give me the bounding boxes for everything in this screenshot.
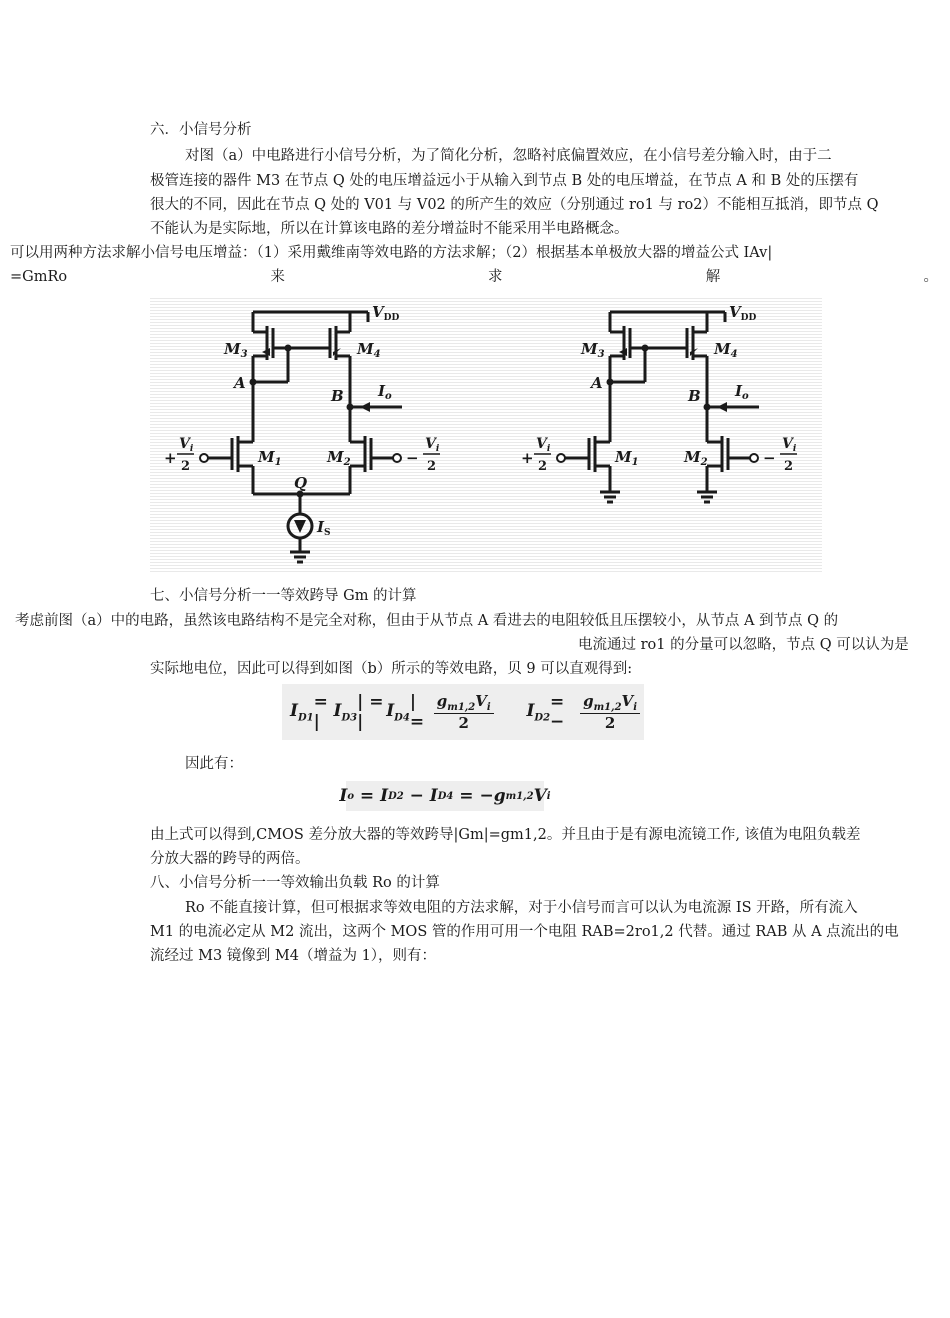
m3-label: $M_3$ [224, 340, 248, 360]
m1-label: $M_1$ [258, 448, 282, 468]
m3-label: $M_3$ [581, 340, 605, 360]
text-fragment: =GmRo [10, 269, 68, 285]
eq-operator: = | [313, 692, 328, 732]
vi-label: $V_i$ [425, 436, 440, 454]
eq-fraction: $\frac{g_{m1,2}V_i}{2}$ [434, 692, 494, 732]
node-q-label: Q [294, 474, 308, 492]
paragraph-line: 对图（a）中电路进行小信号分析，为了简化分析，忽略衬底偏置效应，在小信号差分输入时，由于二 [185, 148, 832, 164]
paragraph-line: 分放大器的跨导的两倍。 [150, 851, 310, 867]
node-b-label: B [688, 387, 701, 405]
circuit-figure [150, 296, 822, 572]
node-a-label: A [591, 374, 603, 392]
text-fragment: 。 [923, 269, 938, 285]
minus-sign: − [406, 449, 419, 467]
paragraph-line: M1 的电流必定从 M2 流出，这两个 MOS 管的作用可用一个电阻 RAB=2ro1,2 代替。通过 RAB 从 A 点流出的电 [150, 924, 899, 940]
vi-label: $V_i$ [536, 436, 551, 454]
vi-label: $V_i$ [179, 436, 194, 454]
section7-heading: 七、小信号分析一一等效跨导 Gm 的计算 [150, 588, 417, 604]
section8-heading: 八、小信号分析一一等效输出负载 Ro 的计算 [150, 875, 440, 891]
paragraph-line: 由上式可以得到,CMOS 差分放大器的等效跨导|Gm|=gm1,2。并且由于是有源电流镜工作, 该值为电阻负载差 [150, 827, 861, 843]
paragraph-line: Ro 不能直接计算，但可根据求等效电阻的方法求解，对于小信号而言可以认为电流源 IS 开路，所有流入 [185, 900, 858, 916]
circuit-diagram [150, 296, 822, 572]
paragraph-line: 实际地电位，因此可以得到如图（b）所示的等效电路，贝 9 可以直观得到: [150, 661, 633, 677]
node-a-label: A [234, 374, 246, 392]
eq-term: $I_{D2}$ [526, 700, 551, 724]
m1-label: $M_1$ [615, 448, 639, 468]
paragraph-line: 很大的不同，因此在节点 Q 处的 V01 与 V02 的所产生的效应（分别通过 ro1 与 ro2）不能相互抵消，即节点 Q [150, 197, 879, 213]
text-fragment: 解 [705, 269, 721, 285]
io-label: $I_o$ [378, 382, 392, 402]
text-fragment: 求 [488, 269, 503, 285]
node-b-label: B [331, 387, 344, 405]
half-denominator: 2 [538, 459, 548, 474]
m2-label: $M_2$ [327, 448, 351, 468]
m4-label: $M_4$ [714, 340, 738, 360]
eq-term: $I_{D1}$ [290, 700, 314, 724]
plus-sign: + [521, 449, 534, 467]
half-denominator: 2 [427, 459, 437, 474]
half-denominator: 2 [181, 459, 191, 474]
io-label: $I_o$ [735, 382, 749, 402]
eq-operator: | = | [357, 692, 384, 732]
paragraph-line: 不能认为是实际地，所以在计算该电路的差分增益时不能采用半电路概念。 [150, 221, 629, 237]
paragraph-line: 极管连接的器件 M3 在节点 Q 处的电压增益远小于从输入到节点 B 处的电压增益，在节点 A 和 B 处的压摆有 [150, 173, 859, 189]
eq-operator: | = [409, 692, 425, 732]
paragraph-line: 可以用两种方法求解小信号电压增益：（1）采用戴维南等效电路的方法求解；（2）根据基本单极放大器的增益公式 IAv| [10, 245, 773, 261]
m2-label: $M_2$ [684, 448, 708, 468]
eq-term: $I_{D4}$ [386, 700, 410, 724]
half-denominator: 2 [784, 459, 794, 474]
vdd-label: $V_{DD}$ [729, 303, 757, 323]
vi-label: $V_i$ [782, 436, 797, 454]
eq-operator: = − [550, 692, 565, 732]
minus-sign: − [763, 449, 776, 467]
paragraph-line: 电流通过 ro1 的分量可以忽略，节点 Q 可以认为是 [578, 637, 909, 653]
paragraph-line: 流经过 M3 镜像到 M4（增益为 1），则有： [150, 948, 437, 964]
eq-term: $I_{D3}$ [333, 700, 358, 724]
equation-output-current: I o = I D2 − I D4 = −g m1,2 V i [346, 781, 544, 811]
is-label: $I_S$ [317, 518, 331, 538]
text-fragment: 来 [270, 269, 285, 285]
eq-fraction: $\frac{g_{m1,2}V_i}{2}$ [580, 692, 640, 732]
paragraph-line: 考虑前图（a）中的电路，虽然该电路结构不是完全对称，但由于从节点 A 看进去的电阻较低且压摆较小，从节点 A 到节点 Q 的 [15, 613, 839, 629]
justified-line [10, 267, 938, 287]
equation-drain-currents [282, 684, 644, 740]
section6-heading: 六．小信号分析 [150, 122, 252, 138]
paragraph-line: 因此有： [185, 756, 243, 772]
vdd-label: $V_{DD}$ [372, 303, 400, 323]
m4-label: $M_4$ [357, 340, 381, 360]
plus-sign: + [164, 449, 177, 467]
